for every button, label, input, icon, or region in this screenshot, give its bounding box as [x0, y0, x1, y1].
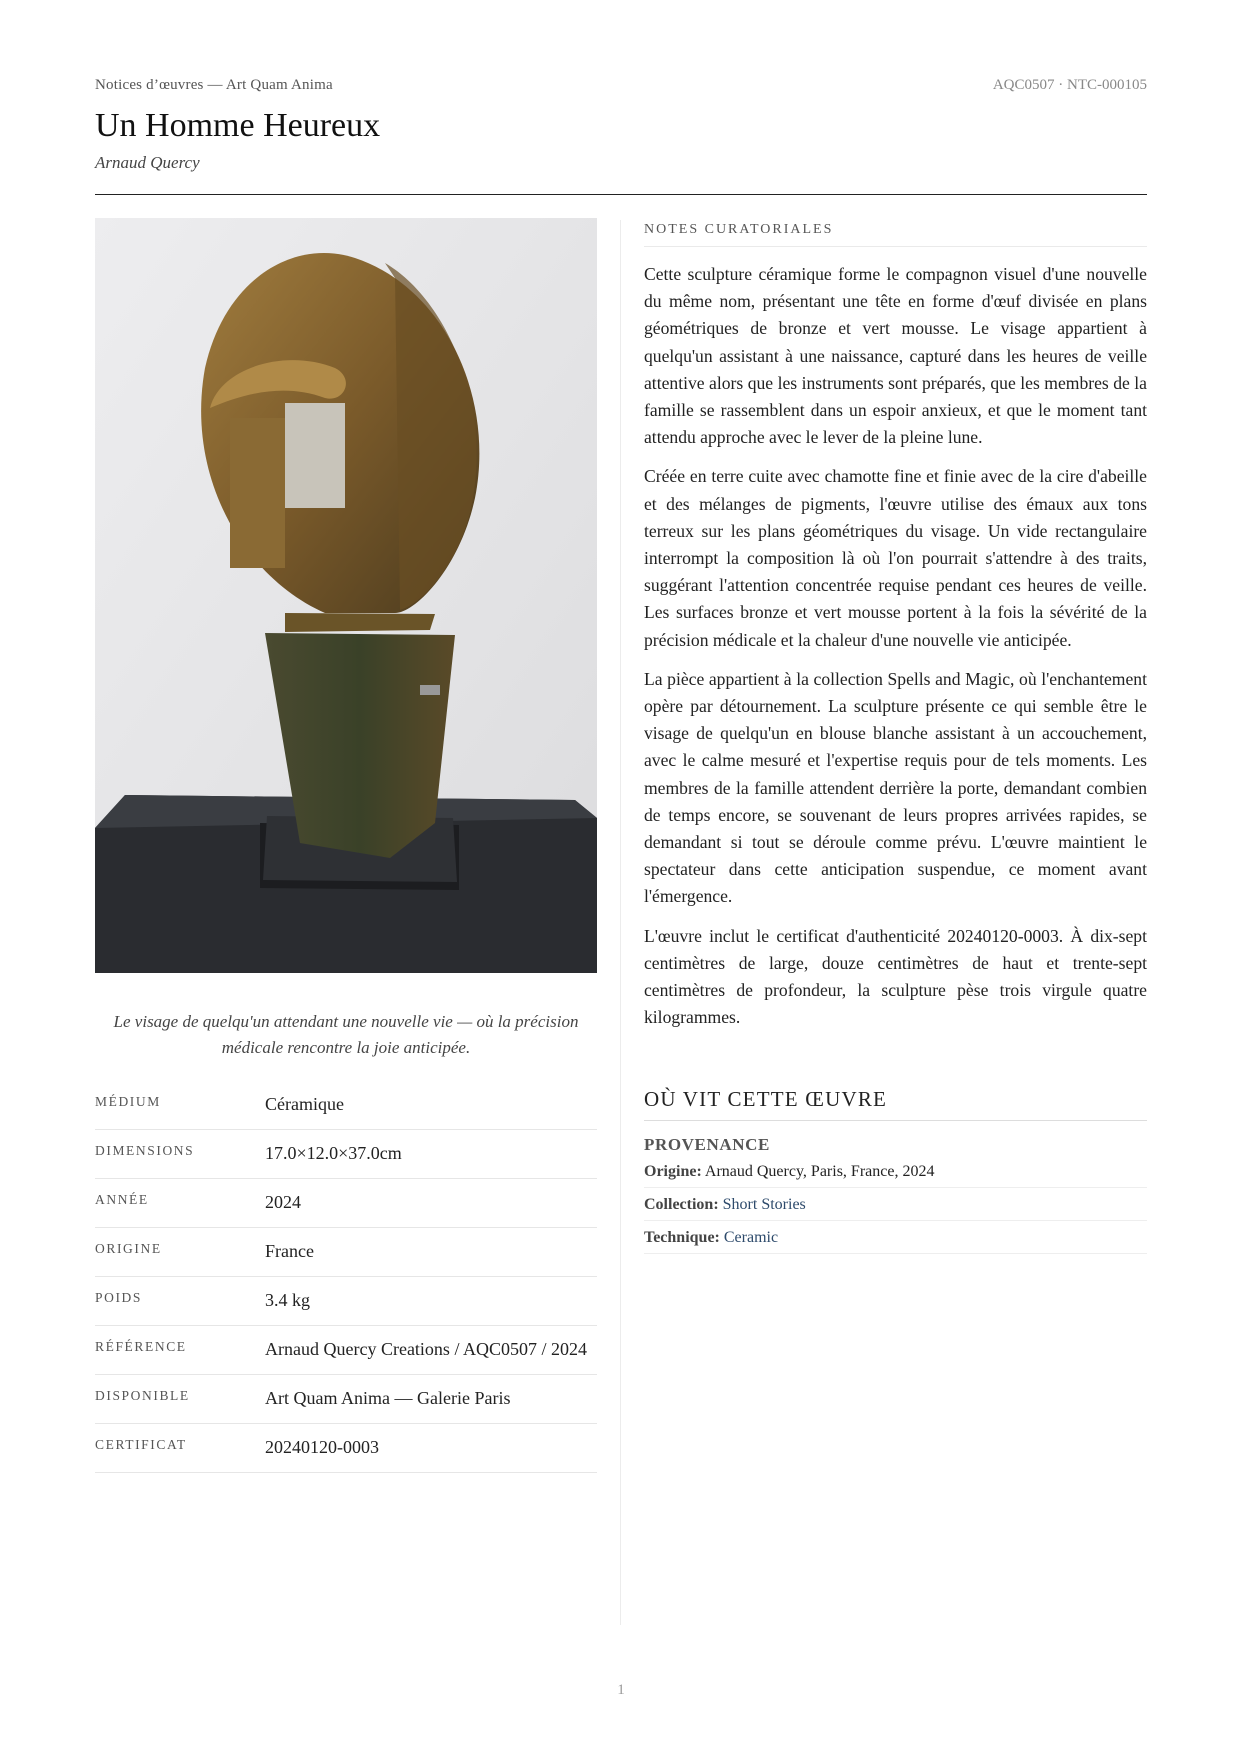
collection-label: Collection: [644, 1196, 719, 1214]
header-rule [95, 194, 1147, 195]
notes-paragraph: La pièce appartient à la collection Spells and Magic, où l'enchantement opère par détournement. La sculpture présente ce qui semble être le visage de quelqu'un en blouse blanche assistant à un accouchement, avec le calme mesuré et l'expertise requis pour de tels moments. Les membres de la famille attendent derrière la porte, demandant combien de temps encore, se souvenant de leurs propres arrivées rapides, se demandant si tout se déroule comme prévu. L'œuvre maintient le spectateur dans cette anticipation suspendue, ce moment avant l'émergence. [644, 668, 1147, 907]
spec-label: ANNÉE [95, 1192, 149, 1207]
collection-link[interactable]: Short Stories [722, 1196, 806, 1214]
spec-row-medium [95, 1081, 597, 1130]
spec-label: DIMENSIONS [95, 1143, 195, 1158]
spec-value: 20240120-0003 [265, 1437, 379, 1457]
spec-value: 2024 [265, 1192, 301, 1212]
series-label: Notices d’œuvres — Art Quam Anima [95, 77, 333, 93]
origin-label: Origine: [644, 1163, 702, 1181]
technique-link[interactable]: Ceramic [723, 1229, 779, 1247]
spec-value: Arnaud Quercy Creations / AQC0507 / 2024 [265, 1339, 587, 1359]
spec-row-origin [95, 1228, 597, 1277]
notes-paragraph: L'œuvre inclut le certificat d'authenticité 20240120-0003. À dix-sept centimètres de large, douze centimètres de haut et trente-sept centimètres de profondeur, la sculpture pèse trois virgule quatre kilogrammes. [644, 925, 1147, 1028]
spec-value: 17.0×12.0×37.0cm [265, 1143, 402, 1163]
provenance-heading: PROVENANCE [644, 1135, 770, 1155]
origin-value: Arnaud Quercy, Paris, France, 2024 [704, 1163, 935, 1181]
spec-value: Céramique [265, 1094, 344, 1114]
notice-page [95, 0, 1147, 1754]
spec-label: CERTIFICAT [95, 1437, 187, 1452]
spec-row-reference [95, 1326, 597, 1375]
sculpture-illustration [95, 218, 597, 973]
column-divider [620, 220, 621, 1625]
curatorial-notes [644, 261, 1147, 1031]
right-column [644, 218, 1147, 1254]
spec-value: France [265, 1241, 314, 1261]
spec-row-dimensions [95, 1130, 597, 1179]
spec-row-weight [95, 1277, 597, 1326]
artwork-photo [95, 218, 597, 973]
where-heading: OÙ VIT CETTE ŒUVRE [644, 1087, 1147, 1121]
spec-label: ORIGINE [95, 1241, 162, 1256]
notes-paragraph: Cette sculpture céramique forme le compagnon visuel d'une nouvelle du même nom, présentant une tête en forme d'œuf divisée en plans géométriques de bronze et vert mousse. Le visage appartient à quelqu'un assistant à une naissance, capturé dans les heures de veille attentive alors que les instruments sont préparés, que les membres de la famille se rassemblent dans un espoir anxieux, et que le moment tant attendu approche avec le lever de la pleine lune. [644, 264, 1147, 448]
artwork-title: Un Homme Heureux [95, 107, 381, 144]
spec-label: DISPONIBLE [95, 1388, 190, 1403]
artist-name: Arnaud Quercy [95, 153, 200, 172]
spec-row-certificate [95, 1424, 597, 1473]
provenance-collection [644, 1188, 1147, 1221]
image-caption: Le visage de quelqu'un attendant une nouvelle vie — où la précision médicale rencontre la joie anticipée. [113, 1012, 579, 1057]
notes-paragraph: Créée en terre cuite avec chamotte fine et finie avec de la cire d'abeille et des mélanges de pigments, l'œuvre utilise des émaux aux tons terreux sur les plans géométriques du visage. Un vide rectangulaire interrompt la composition là où l'on pourrait s'attendre à des traits, suggérant l'attention concentrée requise pendant ces heures de veille. Les surfaces bronze et vert mousse portent à la fois la sévérité de la précision médicale et la chaleur d'une nouvelle vie anticipée. [644, 466, 1147, 650]
header-line [95, 77, 1147, 97]
left-column [95, 218, 597, 1473]
spec-label: POIDS [95, 1290, 143, 1305]
spec-row-available [95, 1375, 597, 1424]
spec-table [95, 1081, 597, 1473]
provenance-origin [644, 1155, 1147, 1188]
spec-value: Art Quam Anima — Galerie Paris [265, 1388, 511, 1408]
page-number: 1 [617, 1682, 625, 1698]
spec-label: MÉDIUM [95, 1094, 161, 1109]
provenance-technique [644, 1221, 1147, 1254]
notes-heading: NOTES CURATORIALES [644, 218, 1147, 247]
reference-code: AQC0507 · NTC-000105 [992, 77, 1147, 93]
spec-row-year [95, 1179, 597, 1228]
spec-label: RÉFÉRENCE [95, 1339, 187, 1354]
technique-label: Technique: [644, 1229, 720, 1247]
spec-value: 3.4 kg [265, 1290, 310, 1310]
